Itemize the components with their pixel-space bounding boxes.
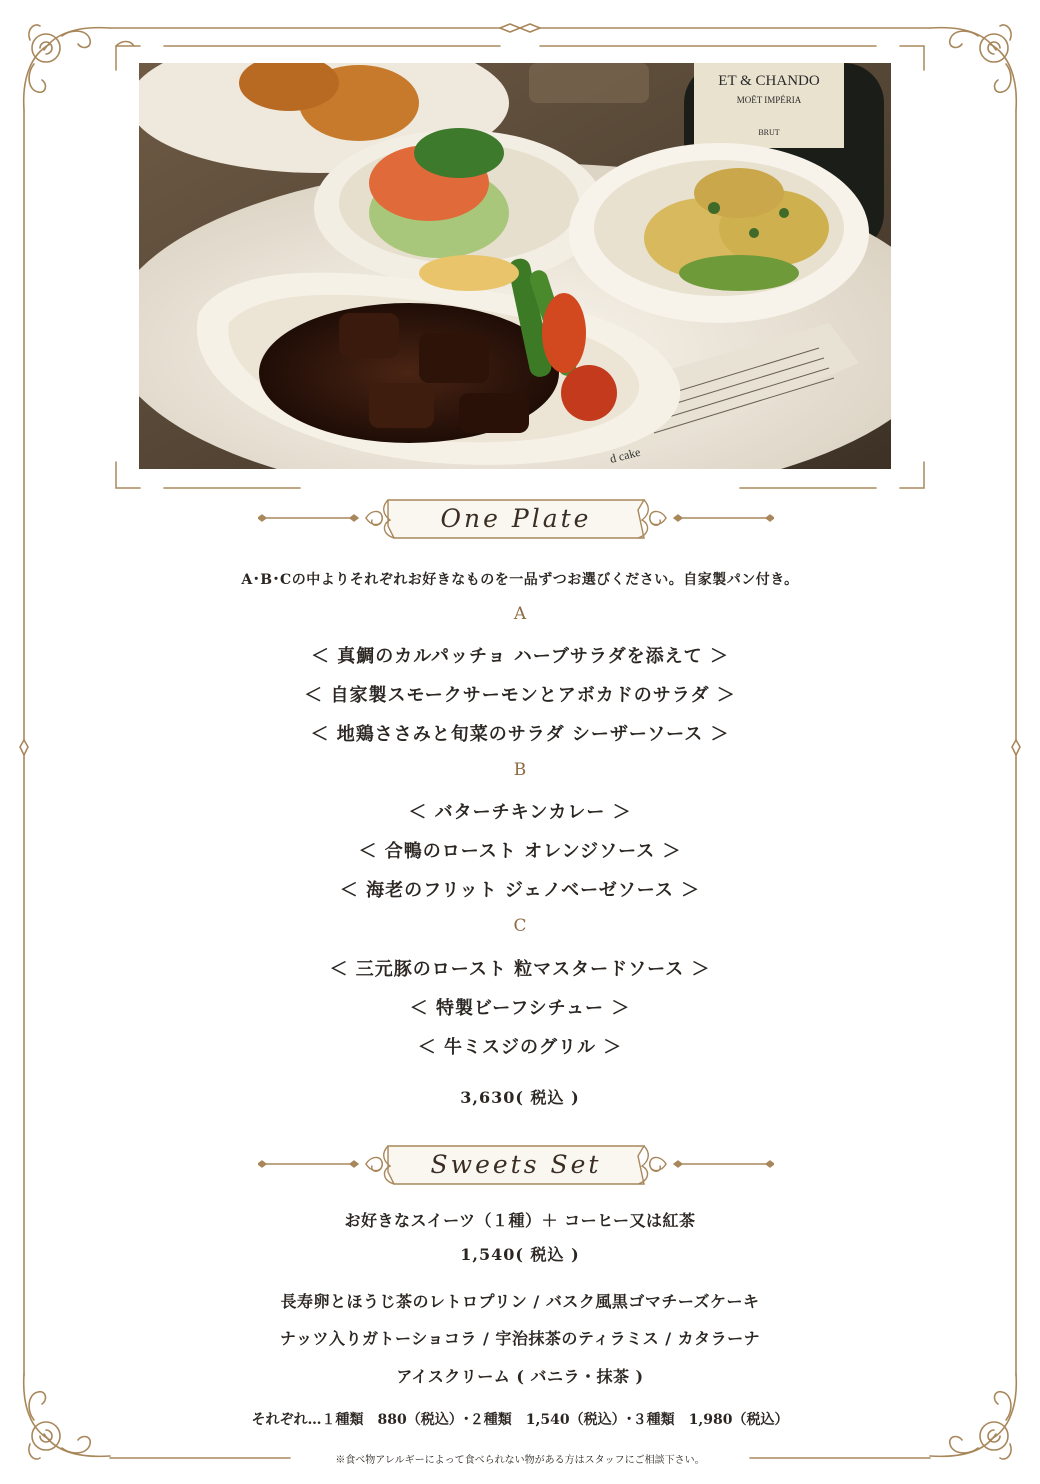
sweets-set-title: Sweets Set [430, 1150, 602, 1179]
corner-ornament-top-left [24, 25, 110, 110]
one-plate-intro: A･B･Cの中よりそれぞれお好きなものを一品ずつお選びください。自家製パン付き。 [241, 572, 799, 588]
sweets-set-description: お好きなスイーツ（１種）＋ コーヒー又は紅茶 [344, 1211, 696, 1230]
dish-c1: ＜ 三元豚のロースト 粒マスタードソース ＞ [329, 959, 711, 980]
dish-a1: ＜ 真鯛のカルパッチョ ハーブサラダを添えて ＞ [311, 646, 729, 667]
category-a-label: A [513, 604, 527, 624]
newspaper-text: d cake [608, 444, 642, 466]
dish-b2: ＜ 合鴨のロースト オレンジソース ＞ [358, 841, 682, 862]
dish-b1: ＜ バターチキンカレー ＞ [408, 802, 632, 823]
food-photo [139, 63, 891, 469]
one-plate-price: 3,630( 税込 ) [460, 1088, 580, 1107]
allergy-note: ※食べ物アレルギーによって食べられない物がある方はスタッフにご相談下さい。 [335, 1455, 705, 1466]
category-b-label: B [513, 760, 527, 780]
one-plate-heading [258, 496, 774, 544]
category-c-label: C [513, 916, 527, 936]
bottle-label-brut: BRUT [758, 128, 780, 137]
one-plate-title: One Plate [440, 504, 592, 533]
dish-a3: ＜ 地鶏ささみと旬菜のサラダ シーザーソース ＞ [310, 724, 730, 745]
sweet-item-3: アイスクリーム ( バニラ・抹茶 ) [396, 1367, 644, 1386]
bottle-label: ET & CHANDO [718, 73, 820, 89]
sweets-set-price: 1,540( 税込 ) [460, 1245, 580, 1264]
bottle-label-sub: MOËT IMPÉRIA [736, 95, 802, 105]
dish-c3: ＜ 牛ミスジのグリル ＞ [417, 1037, 623, 1058]
dish-a2: ＜ 自家製スモークサーモンとアボカドのサラダ ＞ [304, 685, 736, 706]
sweet-item-1: 長寿卵とほうじ茶のレトロプリン / バスク風黒ゴマチーズケーキ [280, 1292, 760, 1311]
sweets-set-heading [258, 1142, 774, 1190]
dish-b3: ＜ 海老のフリット ジェノベーゼソース ＞ [339, 880, 701, 901]
dish-c2: ＜ 特製ビーフシチュー ＞ [409, 998, 631, 1019]
sweets-each-price: それぞれ…１種類 880（税込）･２種類 1,540（税込）･３種類 1,980（税込） [251, 1412, 789, 1428]
corner-ornament-top-right [930, 25, 1016, 110]
sweet-item-2: ナッツ入りガトーショコラ / 宇治抹茶のティラミス / カタラーナ [279, 1329, 761, 1348]
